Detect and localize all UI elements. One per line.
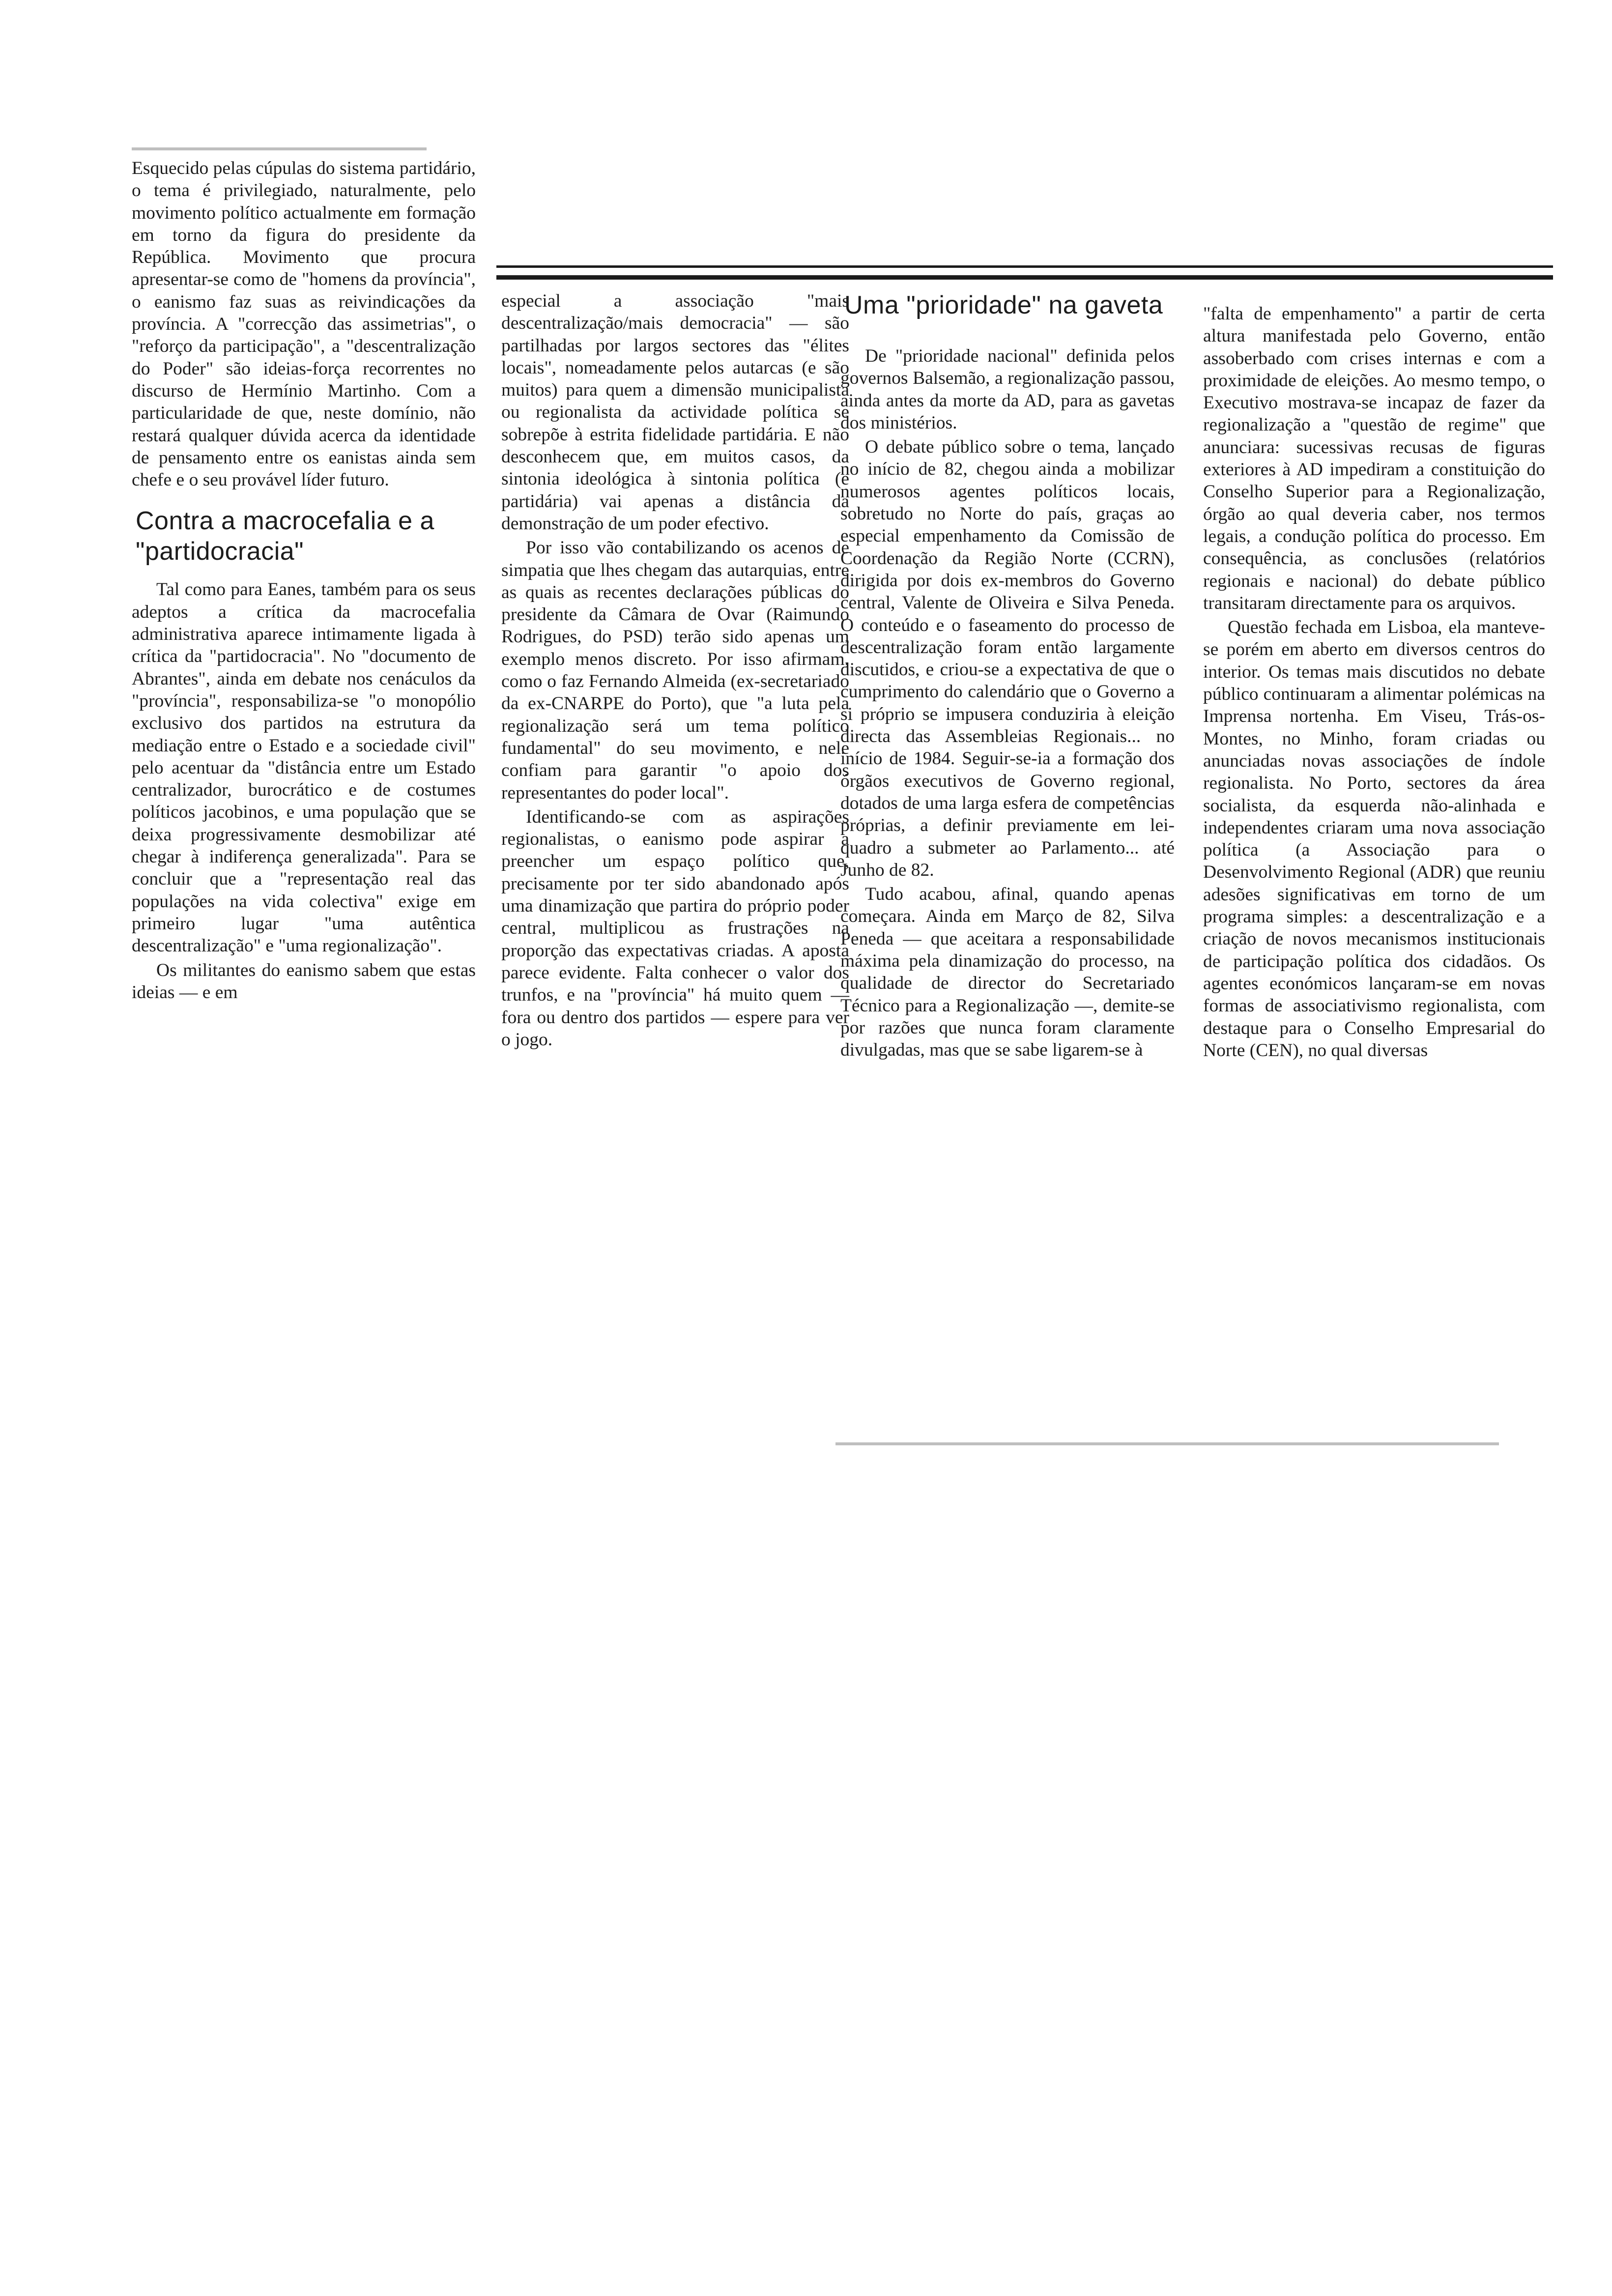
paragraph: Tudo acabou, afinal, quando apenas começara. Ainda em Março de 82, Silva Peneda — que aceitara a responsabilidade máxima pela dinamização do processo, na qualidade de director do Secretariado Técnico para a Regionalização —, demite-se por razões que nunca foram claramente divulgadas, mas que se sabe ligarem-se à: [840, 884, 1175, 1061]
section-heading: Contra a macrocefalia e a "partidocracia": [136, 507, 434, 566]
paragraph: Esquecido pelas cúpulas do sistema partidário, o tema é privilegiado, naturalmente, pelo movimento político actualmente em formação em torno da figura do presidente da República. Movimento que procura apresentar-se como de "homens da província", o eanismo faz suas as reivindicações da província. A "correcção das assimetrias", o "reforço da participação", a "descentralização do Poder" são ideias-força recorrentes no discurso de Hermínio Martinho. Com a particularidade de que, neste domínio, não restará qualquer dúvida acerca da identidade de pensamento entre os eanistas ainda sem chefe e o seu provável líder futuro.: [132, 158, 476, 490]
bottom-smudge: [835, 1442, 1499, 1445]
paragraph: Os militantes do eanismo sabem que estas ideias — e em: [132, 960, 476, 1003]
paragraph: Por isso vão contabilizando os acenos de simpatia que lhes chegam das autarquias, entre as quais as recentes declarações públicas do presidente da Câmara de Ovar (Raimundo Rodrigues, do PSD) terão sido apenas um exemplo menos discreto. Por isso afirmam, como o faz Fernando Almeida (ex-secretariado da ex-CNARPE do Porto), que "a luta pela regionalização será um tema político fundamental" do seu movimento, e nele confiam para garantir "o apoio dos representantes do poder local".: [501, 538, 849, 803]
article-column-4: [1203, 303, 1545, 1062]
top-smudge: [132, 147, 427, 150]
header-rule-thin: [496, 265, 1553, 268]
paragraph: O debate público sobre o tema, lançado no início de 82, chegou ainda a mobilizar numerosos agentes políticos locais, sobretudo no Norte do país, graças ao especial empenhamento da Comissão de Coordenação da Região Norte (CCRN), dirigida por dois ex-membros do Governo central, Valente de Oliveira e Silva Peneda. O conteúdo e o faseamento do processo de descentralização foram então largamente discutidos, e criou-se a expectativa de que o cumprimento do calendário que o Governo a si próprio se impusera conduziria à eleição directa das Assembleias Regionais... no início de 1984. Seguir-se-ia a formação dos órgãos executivos de Governo regional, dotados de uma larga esfera de competências próprias, a definir previamente em lei-quadro a submeter ao Parlamento... até Junho de 82.: [840, 437, 1175, 880]
article-column-1: [132, 157, 476, 1004]
paragraph: Tal como para Eanes, também para os seus adeptos a crítica da macrocefalia administrativa aparece intimamente ligada à crítica da "partidocracia". No "documento de Abrantes", ainda em debate nos cenáculos da "província", responsabiliza-se "o monopólio exclusivo dos partidos na estrutura da mediação entre o Estado e a sociedade civil" pelo acentuar da "distância entre um Estado centralizador, burocrático e de costumes políticos jacobinos, e uma população que se deixa progressivamente desmobilizar até chegar à indiferença generalizada". Para se concluir que a "representação real das populações na vida colectiva" exige em primeiro lugar "uma autêntica descentralização" e "uma regionalização".: [132, 579, 476, 956]
paragraph: "falta de empenhamento" a partir de certa altura manifestada pelo Governo, então assoberbado com crises internas e com a proximidade de eleições. Ao mesmo tempo, o Executivo mostrava-se incapaz de fazer da regionalização a "questão de regime" que anunciara: sucessivas recusas de figuras exteriores à AD impediram a constituição do Conselho Superior para a Regionalização, órgão ao qual deveria caber, nos termos legais, a condução política do processo. Em consequência, as conclusões (relatórios regionais e nacional) do debate público transitaram directamente para os arquivos.: [1203, 304, 1545, 613]
article-column-3: [840, 290, 1175, 1062]
section-heading: Uma "prioridade" na gaveta: [844, 291, 1163, 319]
paragraph: Identificando-se com as aspirações regionalistas, o eanismo pode aspirar a preencher um espaço político que, precisamente por ter sido abandonado após uma dinamização que partira do próprio poder central, multiplicou as frustrações na proporção das expectativas criadas. A aposta parece evidente. Falta conhecer o valor dos trunfos, e na "província" há muito quem — fora ou dentro dos partidos — espere para ver o jogo.: [501, 806, 849, 1050]
paragraph: especial a associação "mais descentralização/mais democracia" — são partilhadas por largos sectores das "élites locais", nomeadamente pelos autarcas (e são muitos) para quem a dimensão municipalista ou regionalista da actividade política se sobrepõe à estrita fidelidade partidária. E não desconhecem que, em muitos casos, da sintonia ideológica à sintonia política (e partidária) vai apenas a distância da demonstração de um poder efectivo.: [501, 291, 849, 534]
header-rule-thick: [496, 275, 1553, 280]
article-column-2: [501, 290, 849, 1051]
paragraph: Questão fechada em Lisboa, ela manteve-se porém em aberto em diversos centros do interior. Os temas mais discutidos no debate público continuaram a alimentar polémicas na Imprensa nortenha. Em Viseu, Trás-os-Montes, no Minho, foram criadas ou anunciadas novas associações de índole regionalista. No Porto, sectores da área socialista, da esquerda não-alinhada e independentes criaram uma nova associação política (a Associação para o Desenvolvimento Regional (ADR) que reuniu adesões significativas em torno de um programa simples: a descentralização e a criação de novos mecanismos institucionais de participação política dos cidadãos. Os agentes económicos lançaram-se em novas formas de associativismo regionalista, com destaque para o Conselho Empresarial do Norte (CEN), no qual diversas: [1203, 617, 1545, 1061]
paragraph: De "prioridade nacional" definida pelos governos Balsemão, a regionalização passou, ainda antes da morte da AD, para as gavetas dos ministérios.: [840, 346, 1175, 433]
